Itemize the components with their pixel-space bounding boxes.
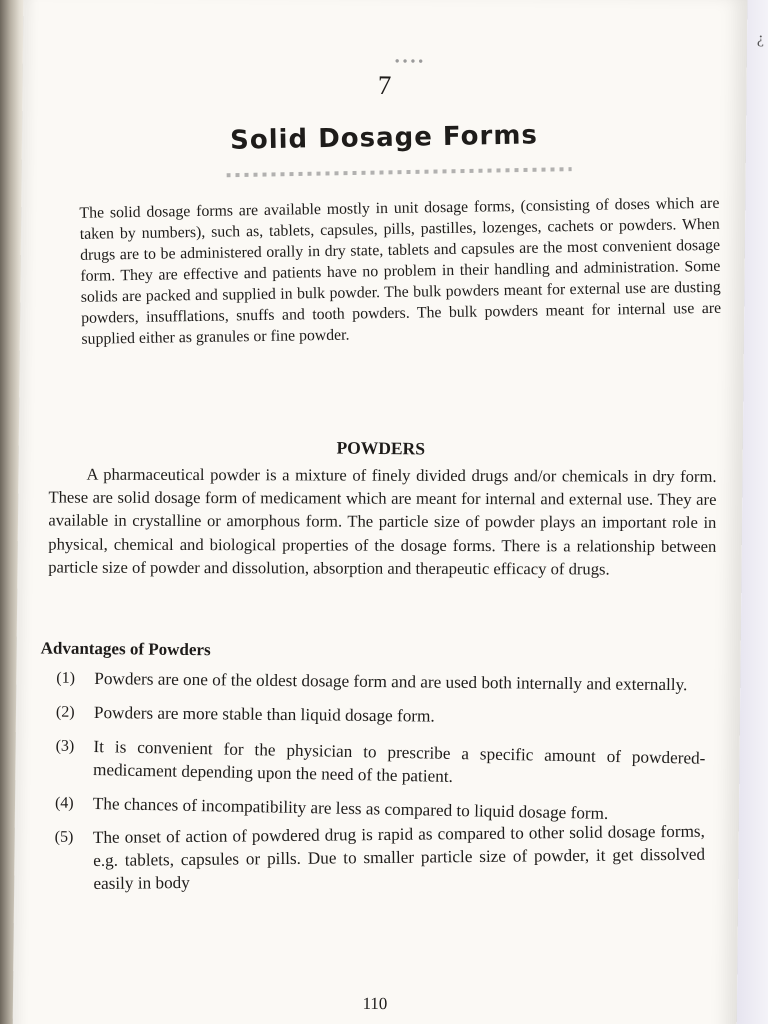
- list-item: [56, 701, 706, 731]
- book-page: [12, 0, 747, 1024]
- list-item-text: It is convenient for the physician to prescribe a specific amount of powdered-medicament depending upon the need of the patient.: [92, 737, 706, 786]
- chapter-ornament: ●●●●: [394, 56, 427, 66]
- advantages-list: [54, 667, 706, 913]
- page-number: 110: [362, 993, 388, 1014]
- list-item: [56, 667, 706, 697]
- list-item-text: The onset of action of powdered drug is rapid as compared to other solid dosage forms, e.g. tablets, capsules or pills. Due to smaller particle size of powder, it get dissolved easily in body: [92, 821, 706, 894]
- list-item-number: (4): [54, 794, 74, 812]
- section-heading-powders: POWDERS: [336, 437, 426, 459]
- advantages-heading: Advantages of Powders: [40, 638, 211, 660]
- list-item: [55, 792, 705, 822]
- chapter-title: Solid Dosage Forms: [229, 120, 539, 156]
- intro-paragraph: The solid dosage forms are available mostly in unit dosage forms, (consisting of doses which are taken by numbers), such as, tablets, capsules, pills, pastilles, lozenges, cachets or powders. When drugs are to be administered orally in dry state, tablets and capsules are the most convenient dosage form. They are effective and patients have no problem in their handling and administration. Some solids are packed and supplied in bulk powder. The bulk powders meant for external use are dusting powders, insufflations, snuffs and tooth powders. The bulk powders meant for internal use are supplied either as granules or fine powder.: [79, 194, 722, 348]
- list-item-text: Powders are one of the oldest dosage form and are used both internally and externally.: [94, 669, 688, 695]
- next-page-fragment: ¿: [756, 30, 764, 47]
- list-item-number: (5): [54, 828, 74, 846]
- list-item: [54, 821, 706, 902]
- chapter-number: 7: [377, 69, 392, 101]
- powders-paragraph-text: A pharmaceutical powder is a mixture of finely divided drugs and/or chemicals in dry form. These are solid dosage form of medicament which are meant for internal and external use. They are available in crystalline or amorphous form. The particle size of powder plays an important role in physical, chemical and biological properties of the dosage forms. There is a relationship between particle size of powder and dissolution, absorption and therapeutic efficacy of drugs.: [48, 464, 717, 579]
- powders-paragraph: [48, 463, 716, 581]
- list-item-number: (3): [55, 737, 75, 755]
- list-item-number: (2): [55, 703, 75, 721]
- list-item-text: Powders are more stable than liquid dosage form.: [93, 703, 435, 726]
- list-item-number: (1): [56, 669, 76, 687]
- title-underline-ornament: [227, 167, 572, 177]
- list-item-text: The chances of incompatibility are less as compared to liquid dosage form.: [92, 794, 609, 823]
- list-item: [55, 735, 705, 788]
